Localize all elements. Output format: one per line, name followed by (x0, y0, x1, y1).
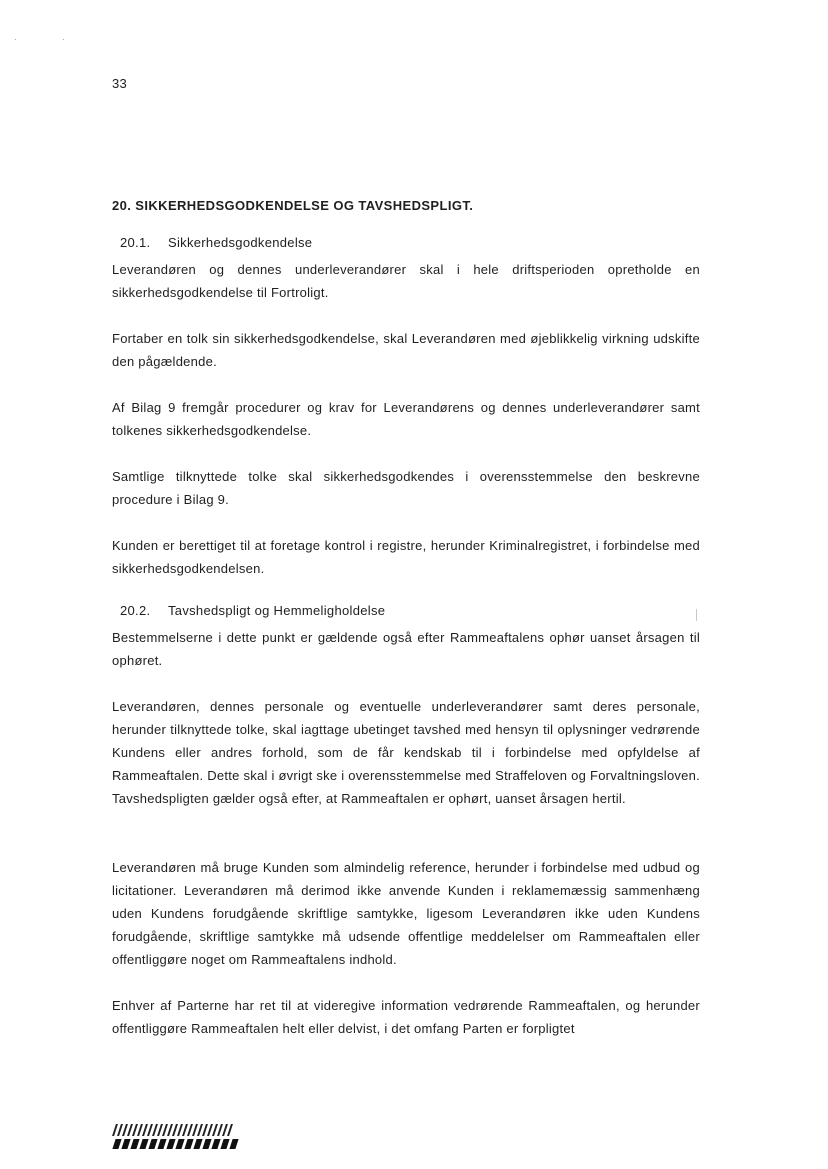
subsection-title: Sikkerhedsgodkendelse (168, 235, 313, 250)
paragraph-5: Kunden er berettiget til at foretage kontrol i registre, herunder Kriminalregistret, i forbindelse med sikkerhedsgodkendelsen. (112, 538, 700, 576)
paragraph-6: Bestemmelserne i dette punkt er gældende også efter Rammeaftalens ophør uanset årsagen til ophøret. (112, 630, 700, 668)
scan-artifact (696, 609, 697, 621)
subsection-number: 20.2. (120, 603, 151, 618)
page-number: 33 (112, 76, 128, 91)
paragraph-7: Leverandøren, dennes personale og eventuelle underleverandører samt deres personale, herunder tilknyttede tolke, skal iagttage ubetinget tavshed med hensyn til oplysninger vedrørende Kundens eller andres forhold, som de får kendskab til i forbindelse med opfyldelse af Rammeaftalen. Dette skal i øvrigt ske i overensstemmelse med Straffeloven og Forvaltningsloven. Tavshedspligten gælder også efter, at Rammeaftalen er ophørt, uanset årsagen hertil. (112, 699, 700, 806)
section-heading: 20. SIKKERHEDSGODKENDELSE OG TAVSHEDSPLIGT. (112, 198, 474, 213)
paragraph-3: Af Bilag 9 fremgår procedurer og krav for Leverandørens og dennes underleverandører samt tolkenes sikkerhedsgodkendelse. (112, 400, 700, 438)
subsection-title: Tavshedspligt og Hemmeligholdelse (168, 603, 386, 618)
subsection-heading-security-clearance (120, 235, 312, 250)
barcode-slashes (114, 1124, 246, 1136)
paragraph-9: Enhver af Parterne har ret til at videregive information vedrørende Rammeaftalen, og herunder offentliggøre Rammeaftalen helt eller delvist, i det omfang Parten er forpligtet (112, 998, 700, 1036)
barcode-blocks (114, 1139, 246, 1149)
paragraph-2: Fortaber en tolk sin sikkerhedsgodkendelse, skal Leverandøren med øjeblikkelig virkning udskifte den pågældende. (112, 331, 700, 369)
subsection-heading-confidentiality (120, 603, 385, 618)
paragraph-1: Leverandøren og dennes underleverandører skal i hele driftsperioden opretholde en sikkerhedsgodkendelse til Fortroligt. (112, 262, 700, 300)
paragraph-8: Leverandøren må bruge Kunden som almindelig reference, herunder i forbindelse med udbud og licitationer. Leverandøren må derimod ikke anvende Kunden i reklamemæssig sammenhæng uden Kundens forudgående skriftlige samtykke, ligesom Leverandøren ikke uden Kundens forudgående, skriftlige samtykke må udsende offentlige meddelelser om Rammeaftalen eller offentliggøre noget om Rammeaftalens indhold. (112, 860, 700, 967)
scan-dot-left: · (14, 34, 17, 44)
subsection-number: 20.1. (120, 235, 151, 250)
document-barcode-mark (114, 1124, 246, 1149)
paragraph-4: Samtlige tilknyttede tolke skal sikkerhedsgodkendes i overensstemmelse den beskrevne procedure i Bilag 9. (112, 469, 700, 507)
scan-dot-right: · (62, 34, 65, 44)
